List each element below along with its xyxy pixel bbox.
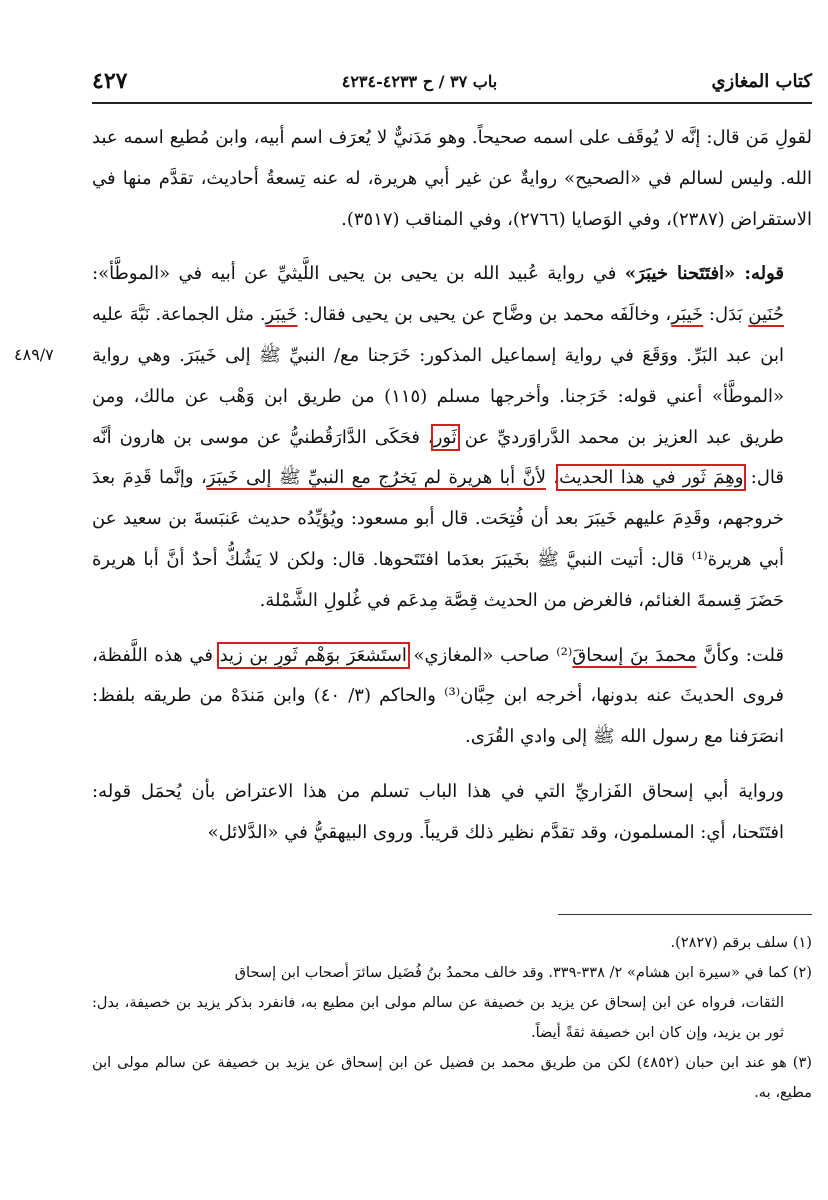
running-header bbox=[92, 62, 812, 100]
footnote: (٢) كما في «سيرة ابن هشام» ٢/ ٣٣٨-٣٣٩. وقد خالف محمدُ بنُ فُضَيل سائرَ أصحاب ابن إسحاق bbox=[234, 964, 812, 981]
main-text bbox=[92, 118, 812, 854]
underlined-annotation: حُنَين bbox=[748, 304, 784, 326]
margin-reference: ٤٨٩/٧ bbox=[14, 345, 54, 364]
header-divider bbox=[92, 102, 812, 104]
text-span: في رواية عُبيد الله بن يحيى بن يحيى اللَّيثيِّ عن أبيه في «الموطَّأ»: bbox=[92, 263, 625, 285]
text-span: قلت: وكأنَّ bbox=[696, 644, 785, 666]
quoted-hadith-phrase: «افتَتَحنا خيبَرَ» bbox=[624, 263, 736, 285]
footnote-divider bbox=[558, 914, 812, 915]
footnote: (١) سلف برقم (٢٨٢٧). bbox=[670, 934, 812, 951]
text-span: ، فحَكَى الدَّارَقُطنيُّ عن موسى بن هارون أنَّه قال: bbox=[92, 426, 785, 489]
text-span: . مثل الجماعة. نَبَّهَ عليه ابن عبد البَرِّ. ووَقَعَ في رواية إسماعيل المذكور: خَرَجنا مع/ النبيِّ ﷺ إلى خَيبَرَ. وهي رواية «الموطَّأ» أعني قوله: خَرَجنا. وأخرجها مسلم (١١٥) من طريق ابن وَهْب عن مالك، ومن طريق عبد العزيز بن محمد الدَّراوَرديِّ عن bbox=[92, 304, 784, 448]
text-span: ، bbox=[545, 467, 560, 489]
boxed-annotation: ثَور bbox=[433, 426, 457, 448]
underlined-annotation: خَيبَر bbox=[671, 304, 704, 326]
boxed-annotation: استَشعَرَ بوَهْمِ ثَورِ بن زيد bbox=[219, 644, 407, 666]
underlined-annotation: لأنَّ أبا هريرة لم يَخرُج مع النبيِّ ﷺ إلى خَيبَرَ bbox=[206, 467, 546, 489]
paragraph bbox=[92, 636, 812, 758]
paragraph: ورواية أبي إسحاق الفَزاريِّ التي في هذا الباب تسلم من هذا الاعتراض بأن يُحمَل قوله: افتَتَحنا، أي: المسلمون، وقد تقدَّم نظير ذلك قريباً. وروى البيهقيُّ في «الدَّلائل» bbox=[92, 780, 784, 843]
underlined-annotation: محمدَ بنَ إسحاقَ bbox=[572, 644, 697, 666]
underlined-annotation: خَيبَر bbox=[265, 304, 298, 326]
text-span: ، وخالَفَه محمد بن وضَّاح عن يحيى بن يحيى فقال: bbox=[297, 304, 672, 326]
boxed-annotation: وهِمَ ثَور في هذا الحديث bbox=[559, 467, 744, 489]
text-span: ، وإنَّما قَدِمَ بعدَ خروجهم، وقَدِمَ عليهم خَيبَرَ بعد أن فُتِحَت. قال أبو مسعود: ويُؤيِّدُه حديث عَنبَسةَ بن سعيد عن أبي هريرة⁽¹⁾ قال: أتيت النبيَّ ﷺ بخَيبَرَ بعدَما افتَتَحوها. قال: ولكن لا يَشُكُّ أحدٌ أنَّ أبا هريرة حَضَرَ قِسمةَ الغنائم، فالغرض من الحديث قِصَّة مِدعَم في غُلولِ الشَّمْلة. bbox=[92, 467, 784, 611]
chapter-reference: باب ٣٧ / ح ٤٢٣٣-٤٢٣٤ bbox=[341, 71, 498, 91]
footnote-continuation: الثقات، فرواه عن ابن إسحاق عن يزيد بن خصيفة عن سالم مولى ابن مطيع به، فانفرد بذكر يزيد بن خصيفة، بدل: ثور بن يزيد، وإن كان ابن خصيفة ثقةً أيضاً. bbox=[92, 994, 784, 1041]
lead-word: قوله: bbox=[735, 263, 784, 285]
footnote: (٣) هو عند ابن حبان (٤٨٥٢) لكن من طريق محمد بن فضيل عن ابن إسحاق عن يزيد بن خصيفة عن سالم مولى ابن مطيع، به. bbox=[92, 1054, 812, 1101]
text-span: في هذه اللَّفظة، فروى الحديثَ عنه بدونها، أخرجه ابن حِبَّان⁽³⁾ والحاكم (٣/ ٤٠) وابن مَندَهْ من طريقه بلفظ: انصَرَفنا مع رسول الله ﷺ إلى وادي القُرَى. bbox=[92, 644, 784, 748]
paragraph: لقولِ مَن قال: إنَّه لا يُوقَف على اسمه صحيحاً. وهو مَدَنيٌّ لا يُعرَف اسم أبيه، وابن مُطيع اسمه عبد الله. وليس لسالم في «الصحيح» روايةٌ عن غير أبي هريرة، له عنه تِسعةُ أحاديث، تقدَّم منها في الاستقراض (٢٣٨٧)، وفي الوَصايا (٢٧٦٦)، وفي المناقب (٣٥١٧). bbox=[92, 127, 812, 230]
book-title: كتاب المغازي bbox=[711, 70, 812, 92]
text-span: ⁽²⁾ صاحب «المغازي» bbox=[406, 644, 573, 666]
footnotes bbox=[92, 928, 812, 1108]
page-number: ٤٢٧ bbox=[92, 68, 128, 94]
paragraph bbox=[92, 254, 812, 621]
text-span: بَدَل: bbox=[703, 304, 749, 326]
